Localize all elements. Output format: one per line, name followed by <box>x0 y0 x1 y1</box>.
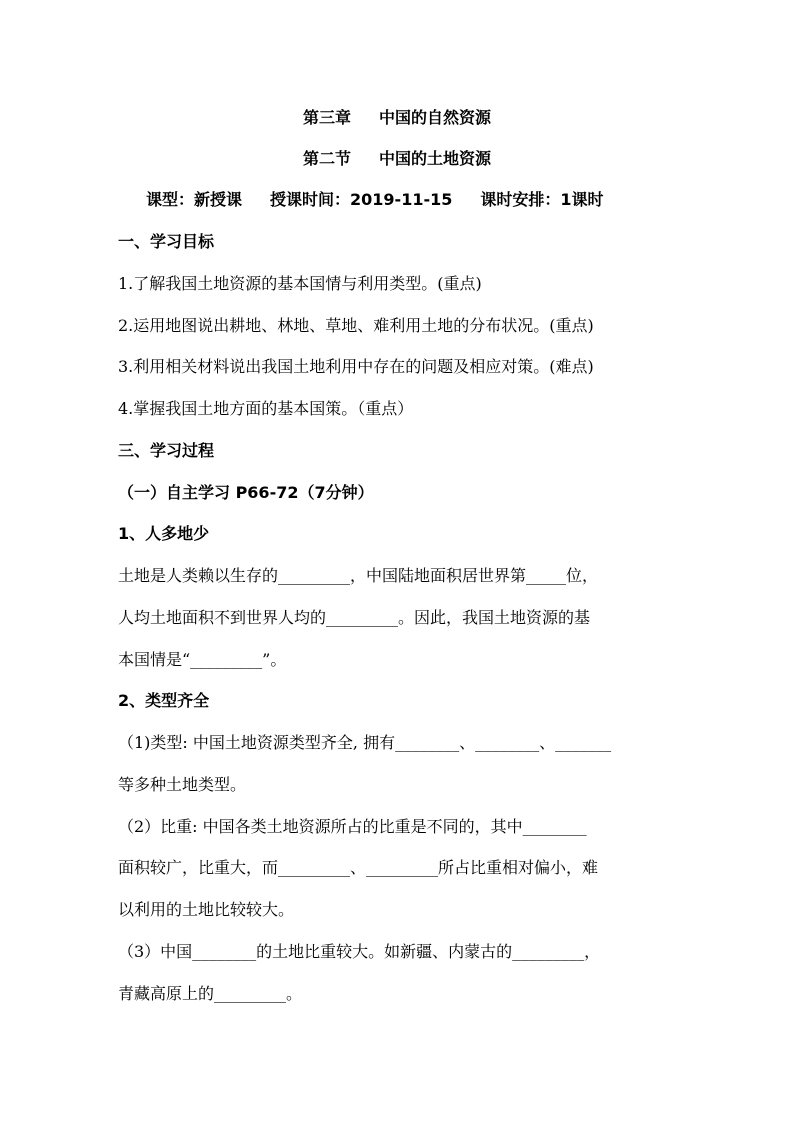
fill-blank-line: （2）比重: 中国各类土地资源所占的比重是不同的，其中________ <box>118 817 587 836</box>
part1-heading: 1、人多地少 <box>118 524 210 543</box>
fill-blank-line: 青藏高原上的_________。 <box>118 984 303 1003</box>
goal-item: 4.掌握我国土地方面的基本国策。（重点） <box>118 399 414 418</box>
self-study-heading: （一）自主学习 P66-72（7分钟） <box>118 483 374 502</box>
section-name: 中国的土地资源 <box>379 149 492 168</box>
fill-blank-line: 本国情是“_________”。 <box>118 650 287 669</box>
section-label: 第二节 <box>302 149 351 168</box>
lesson-hours: 课时安排：1课时 <box>480 190 604 209</box>
fill-blank-line: （3）中国________的土地比重较大。如新疆、内蒙古的_________， <box>118 942 601 961</box>
section-title <box>0 149 794 169</box>
goals-heading: 一、学习目标 <box>118 232 215 251</box>
fill-blank-line: 土地是人类赖以生存的_________，中国陆地面积居世界第_____位， <box>118 566 599 585</box>
fill-blank-line: 面积较广，比重大，而_________、_________所占比重相对偏小，难 <box>118 858 599 877</box>
lesson-meta <box>146 190 604 210</box>
part2-heading: 2、类型齐全 <box>118 691 210 710</box>
goal-item: 2.运用地图说出耕地、林地、草地、难利用土地的分布状况。(重点) <box>118 316 594 335</box>
goal-item: 3.利用相关材料说出我国土地利用中存在的问题及相应对策。(难点) <box>118 357 594 376</box>
chapter-name: 中国的自然资源 <box>379 108 492 127</box>
fill-blank-line: 等多种土地类型。 <box>118 775 247 794</box>
process-heading: 三、学习过程 <box>118 441 215 460</box>
goal-item: 1.了解我国土地资源的基本国情与利用类型。(重点) <box>118 274 482 293</box>
lesson-type: 课型：新授课 <box>146 190 243 209</box>
fill-blank-line: 人均土地面积不到世界人均的_________。因此，我国土地资源的基 <box>118 608 591 627</box>
fill-blank-line: （1)类型: 中国土地资源类型齐全, 拥有________、________、_______ <box>118 733 612 752</box>
lesson-date: 授课时间：2019-11-15 <box>270 190 453 209</box>
fill-blank-line: 以利用的土地比较较大。 <box>118 900 295 919</box>
chapter-label: 第三章 <box>302 108 351 127</box>
chapter-title <box>0 108 794 128</box>
